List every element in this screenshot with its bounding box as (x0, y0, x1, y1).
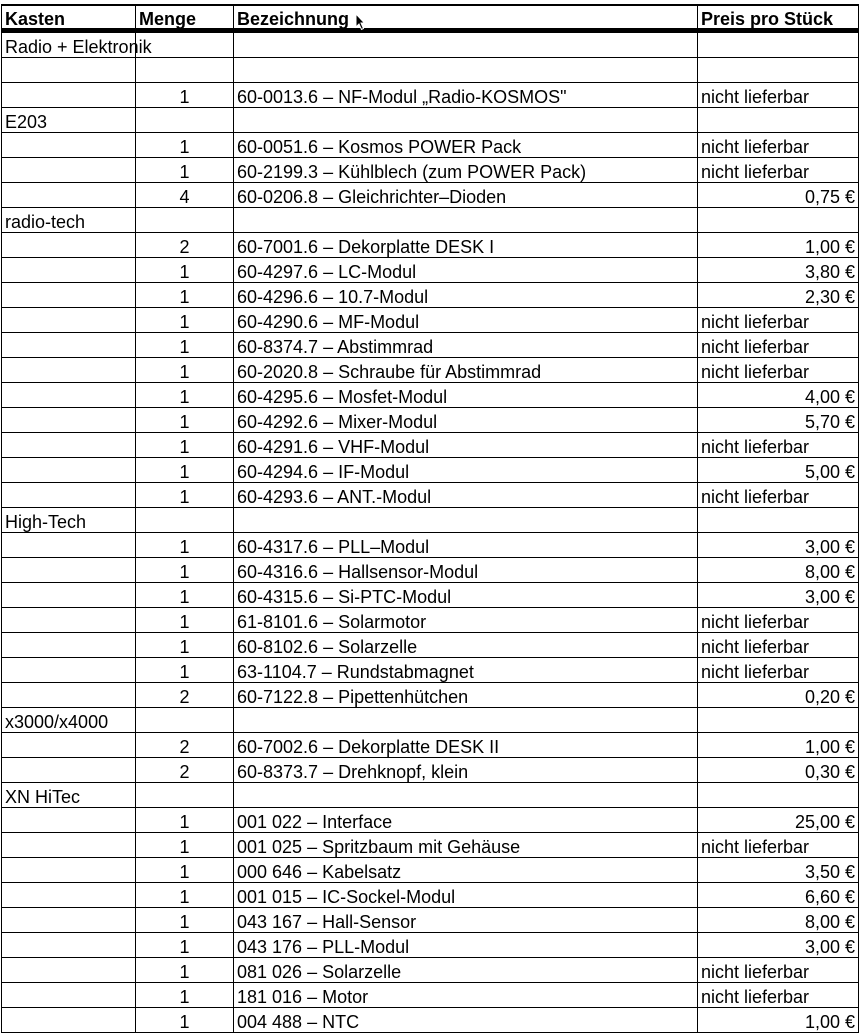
cell-bezeichnung[interactable]: 043 176 – PLL-Modul (234, 933, 698, 958)
header-row (2, 5, 859, 31)
cell-menge[interactable]: 1 (136, 1008, 234, 1033)
table-row (2, 133, 859, 158)
cell-bezeichnung[interactable]: 60-4293.6 – ANT.-Modul (234, 483, 698, 508)
cell-kasten[interactable] (2, 833, 136, 858)
header-bezeichnung[interactable]: Bezeichnung (234, 5, 698, 31)
cell-bezeichnung[interactable]: 60-7002.6 – Dekorplatte DESK II (234, 733, 698, 758)
cell-bezeichnung[interactable] (234, 508, 698, 533)
cell-kasten[interactable] (2, 883, 136, 908)
cell-bezeichnung[interactable]: 001 022 – Interface (234, 808, 698, 833)
cell-bezeichnung[interactable] (234, 108, 698, 133)
cell-bezeichnung[interactable]: 000 646 – Kabelsatz (234, 858, 698, 883)
cell-preis[interactable] (698, 783, 859, 808)
cell-menge[interactable]: 1 (136, 358, 234, 383)
cell-menge[interactable]: 2 (136, 758, 234, 783)
cell-preis[interactable]: 25,00 € (698, 808, 859, 833)
table-row (2, 633, 859, 658)
cell-menge[interactable]: 1 (136, 433, 234, 458)
cell-kasten[interactable] (2, 383, 136, 408)
cell-preis[interactable]: 6,60 € (698, 883, 859, 908)
cell-menge[interactable]: 1 (136, 308, 234, 333)
cell-menge[interactable]: 4 (136, 183, 234, 208)
cell-preis[interactable]: 1,00 € (698, 233, 859, 258)
table-row (2, 83, 859, 108)
table-row (2, 308, 859, 333)
cell-menge[interactable] (136, 508, 234, 533)
cell-bezeichnung[interactable] (234, 208, 698, 233)
cell-bezeichnung[interactable]: 181 016 – Motor (234, 983, 698, 1008)
cell-kasten[interactable] (2, 283, 136, 308)
cell-menge[interactable]: 1 (136, 658, 234, 683)
cell-bezeichnung[interactable]: 60-2199.3 – Kühlblech (zum POWER Pack) (234, 158, 698, 183)
cell-menge[interactable]: 1 (136, 883, 234, 908)
table-row (2, 933, 859, 958)
cell-kasten[interactable]: Radio + Elektronik (2, 31, 136, 58)
cell-preis[interactable]: nicht lieferbar (698, 483, 859, 508)
cell-kasten[interactable] (2, 683, 136, 708)
table-row (2, 808, 859, 833)
cell-preis[interactable]: 8,00 € (698, 908, 859, 933)
cell-bezeichnung[interactable]: 043 167 – Hall-Sensor (234, 908, 698, 933)
cell-kasten[interactable] (2, 458, 136, 483)
cell-kasten[interactable] (2, 133, 136, 158)
cell-bezeichnung[interactable]: 60-4291.6 – VHF-Modul (234, 433, 698, 458)
cell-bezeichnung[interactable] (234, 31, 698, 58)
header-kasten[interactable]: Kasten (2, 5, 136, 31)
table-row (2, 958, 859, 983)
cell-menge[interactable]: 1 (136, 558, 234, 583)
table-row (2, 533, 859, 558)
cell-bezeichnung[interactable]: 60-4295.6 – Mosfet-Modul (234, 383, 698, 408)
cell-kasten[interactable] (2, 58, 136, 83)
cell-bezeichnung[interactable]: 60-8102.6 – Solarzelle (234, 633, 698, 658)
cell-menge[interactable]: 1 (136, 258, 234, 283)
cell-kasten[interactable] (2, 908, 136, 933)
cell-kasten[interactable] (2, 808, 136, 833)
cell-menge[interactable]: 2 (136, 733, 234, 758)
cell-preis[interactable]: nicht lieferbar (698, 983, 859, 1008)
cell-menge[interactable]: 2 (136, 683, 234, 708)
table-row (2, 858, 859, 883)
table-row (2, 583, 859, 608)
cell-kasten[interactable] (2, 658, 136, 683)
cell-kasten[interactable] (2, 958, 136, 983)
cell-bezeichnung[interactable]: 004 488 – NTC (234, 1008, 698, 1033)
cell-kasten[interactable] (2, 308, 136, 333)
mouse-pointer-icon (355, 13, 365, 31)
cell-kasten[interactable] (2, 83, 136, 108)
cell-menge[interactable]: 1 (136, 483, 234, 508)
table-row (2, 458, 859, 483)
table-row (2, 883, 859, 908)
cell-menge[interactable]: 1 (136, 983, 234, 1008)
table-row (2, 258, 859, 283)
cell-menge[interactable]: 1 (136, 633, 234, 658)
table-row (2, 233, 859, 258)
cell-bezeichnung[interactable]: 60-0206.8 – Gleichrichter–Dioden (234, 183, 698, 208)
table-row (2, 658, 859, 683)
cell-menge[interactable]: 1 (136, 958, 234, 983)
section-row (2, 783, 859, 808)
cell-preis[interactable] (698, 508, 859, 533)
section-row (2, 31, 859, 58)
cell-preis[interactable]: nicht lieferbar (698, 608, 859, 633)
cell-preis[interactable]: nicht lieferbar (698, 833, 859, 858)
cell-kasten[interactable] (2, 633, 136, 658)
cell-kasten[interactable] (2, 408, 136, 433)
cell-menge[interactable]: 1 (136, 583, 234, 608)
cell-kasten[interactable] (2, 983, 136, 1008)
cell-bezeichnung[interactable]: 60-7122.8 – Pipettenhütchen (234, 683, 698, 708)
cell-menge[interactable]: 1 (136, 808, 234, 833)
cell-preis[interactable] (698, 31, 859, 58)
cell-kasten[interactable] (2, 758, 136, 783)
cell-preis[interactable]: 0,75 € (698, 183, 859, 208)
cell-menge[interactable] (136, 58, 234, 83)
cell-preis[interactable] (698, 108, 859, 133)
cell-kasten[interactable] (2, 483, 136, 508)
table-row (2, 483, 859, 508)
cell-menge[interactable]: 1 (136, 908, 234, 933)
cell-bezeichnung[interactable] (234, 708, 698, 733)
table-row (2, 333, 859, 358)
cell-preis[interactable]: nicht lieferbar (698, 133, 859, 158)
cell-preis[interactable]: 3,50 € (698, 858, 859, 883)
cell-bezeichnung[interactable]: 60-4315.6 – Si-PTC-Modul (234, 583, 698, 608)
cell-kasten[interactable] (2, 733, 136, 758)
cell-preis[interactable] (698, 58, 859, 83)
cell-menge[interactable]: 1 (136, 158, 234, 183)
table-row (2, 408, 859, 433)
cell-menge[interactable]: 1 (136, 933, 234, 958)
cell-kasten[interactable] (2, 233, 136, 258)
table-row (2, 908, 859, 933)
cell-menge[interactable]: 1 (136, 858, 234, 883)
cell-preis[interactable]: 3,00 € (698, 933, 859, 958)
cell-preis[interactable]: 3,00 € (698, 533, 859, 558)
cell-menge[interactable]: 1 (136, 408, 234, 433)
section-row (2, 208, 859, 233)
cell-preis[interactable]: 2,30 € (698, 283, 859, 308)
cell-bezeichnung[interactable]: 60-2020.8 – Schraube für Abstimmrad (234, 358, 698, 383)
table-row (2, 558, 859, 583)
cell-preis[interactable]: 0,30 € (698, 758, 859, 783)
cell-menge[interactable] (136, 708, 234, 733)
cell-preis[interactable]: nicht lieferbar (698, 433, 859, 458)
cell-preis[interactable]: 3,80 € (698, 258, 859, 283)
table-row (2, 433, 859, 458)
table-body (2, 31, 859, 1033)
cell-bezeichnung[interactable]: 63-1104.7 – Rundstabmagnet (234, 658, 698, 683)
cell-bezeichnung[interactable]: 001 015 – IC-Sockel-Modul (234, 883, 698, 908)
cell-bezeichnung[interactable] (234, 783, 698, 808)
cell-kasten[interactable]: High-Tech (2, 508, 136, 533)
cell-menge[interactable]: 1 (136, 383, 234, 408)
cell-preis[interactable]: 5,00 € (698, 458, 859, 483)
cell-preis[interactable] (698, 208, 859, 233)
cell-menge[interactable]: 1 (136, 608, 234, 633)
table-row (2, 358, 859, 383)
cell-bezeichnung[interactable]: 60-4290.6 – MF-Modul (234, 308, 698, 333)
section-row (2, 508, 859, 533)
cell-bezeichnung[interactable]: 60-4316.6 – Hallsensor-Modul (234, 558, 698, 583)
cell-bezeichnung[interactable]: 60-4294.6 – IF-Modul (234, 458, 698, 483)
cell-kasten[interactable] (2, 933, 136, 958)
cell-menge[interactable]: 1 (136, 283, 234, 308)
cell-menge[interactable]: 1 (136, 133, 234, 158)
cell-kasten[interactable] (2, 858, 136, 883)
cell-preis[interactable]: 5,70 € (698, 408, 859, 433)
cell-menge[interactable] (136, 208, 234, 233)
cell-preis[interactable]: 0,20 € (698, 683, 859, 708)
cell-menge[interactable] (136, 108, 234, 133)
cell-menge[interactable]: 2 (136, 233, 234, 258)
cell-preis[interactable]: 1,00 € (698, 1008, 859, 1033)
table-row (2, 758, 859, 783)
header-preis[interactable]: Preis pro Stück (698, 5, 859, 31)
cell-kasten[interactable]: radio-tech (2, 208, 136, 233)
cell-kasten[interactable] (2, 333, 136, 358)
cell-bezeichnung[interactable]: 60-0013.6 – NF-Modul „Radio-KOSMOS" (234, 83, 698, 108)
table-row (2, 383, 859, 408)
cell-bezeichnung[interactable]: 001 025 – Spritzbaum mit Gehäuse (234, 833, 698, 858)
cell-preis[interactable]: nicht lieferbar (698, 308, 859, 333)
table-row (2, 283, 859, 308)
cell-bezeichnung[interactable]: 60-4292.6 – Mixer-Modul (234, 408, 698, 433)
cell-kasten[interactable] (2, 258, 136, 283)
table-row (2, 683, 859, 708)
parts-table (1, 4, 859, 1033)
table-row (2, 983, 859, 1008)
cell-bezeichnung[interactable]: 60-4297.6 – LC-Modul (234, 258, 698, 283)
table-row (2, 733, 859, 758)
table-row (2, 183, 859, 208)
table-row (2, 58, 859, 83)
section-row (2, 108, 859, 133)
cell-kasten[interactable] (2, 1008, 136, 1033)
cell-preis[interactable]: nicht lieferbar (698, 658, 859, 683)
table-row (2, 1008, 859, 1033)
cell-preis[interactable]: 8,00 € (698, 558, 859, 583)
cell-kasten[interactable]: E203 (2, 108, 136, 133)
cell-kasten[interactable] (2, 358, 136, 383)
cell-bezeichnung[interactable]: 60-8374.7 – Abstimmrad (234, 333, 698, 358)
cell-preis[interactable]: nicht lieferbar (698, 958, 859, 983)
cell-kasten[interactable] (2, 533, 136, 558)
cell-preis[interactable]: nicht lieferbar (698, 83, 859, 108)
cell-preis[interactable]: nicht lieferbar (698, 158, 859, 183)
cell-bezeichnung[interactable]: 60-0051.6 – Kosmos POWER Pack (234, 133, 698, 158)
cell-preis[interactable]: nicht lieferbar (698, 358, 859, 383)
cell-menge[interactable]: 1 (136, 833, 234, 858)
cell-bezeichnung[interactable] (234, 58, 698, 83)
cell-preis[interactable]: nicht lieferbar (698, 633, 859, 658)
cell-preis[interactable] (698, 708, 859, 733)
cell-preis[interactable]: nicht lieferbar (698, 333, 859, 358)
cell-bezeichnung[interactable]: 60-7001.6 – Dekorplatte DESK I (234, 233, 698, 258)
table-row (2, 833, 859, 858)
cell-bezeichnung[interactable]: 60-8373.7 – Drehknopf, klein (234, 758, 698, 783)
cell-kasten[interactable] (2, 558, 136, 583)
cell-kasten[interactable] (2, 433, 136, 458)
cell-kasten[interactable]: XN HiTec (2, 783, 136, 808)
cell-kasten[interactable] (2, 183, 136, 208)
cell-bezeichnung[interactable]: 61-8101.6 – Solarmotor (234, 608, 698, 633)
cell-menge[interactable]: 1 (136, 533, 234, 558)
table-row (2, 608, 859, 633)
cell-preis[interactable]: 4,00 € (698, 383, 859, 408)
cell-menge[interactable]: 1 (136, 333, 234, 358)
table-row (2, 158, 859, 183)
cell-menge[interactable] (136, 783, 234, 808)
cell-menge[interactable]: 1 (136, 458, 234, 483)
cell-preis[interactable]: 1,00 € (698, 733, 859, 758)
cell-bezeichnung[interactable]: 081 026 – Solarzelle (234, 958, 698, 983)
cell-bezeichnung[interactable]: 60-4296.6 – 10.7-Modul (234, 283, 698, 308)
cell-preis[interactable]: 3,00 € (698, 583, 859, 608)
header-menge[interactable]: Menge (136, 5, 234, 31)
cell-kasten[interactable] (2, 608, 136, 633)
cell-kasten[interactable] (2, 158, 136, 183)
cell-kasten[interactable] (2, 583, 136, 608)
cell-kasten[interactable]: x3000/x4000 (2, 708, 136, 733)
section-row (2, 708, 859, 733)
cell-menge[interactable]: 1 (136, 83, 234, 108)
cell-bezeichnung[interactable]: 60-4317.6 – PLL–Modul (234, 533, 698, 558)
